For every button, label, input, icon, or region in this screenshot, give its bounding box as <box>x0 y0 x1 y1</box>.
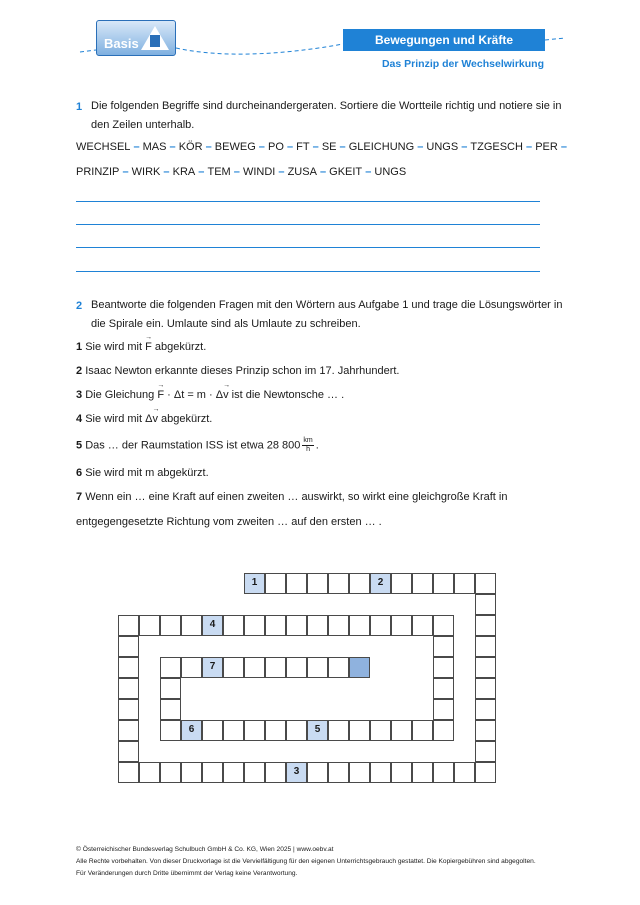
puzzle-cell[interactable] <box>244 615 265 636</box>
force-vector-symbol: F → <box>157 389 164 401</box>
word-separator: – <box>316 166 330 178</box>
puzzle-cell[interactable] <box>475 657 496 678</box>
puzzle-cell[interactable] <box>454 762 475 783</box>
question-1-number: 1 <box>76 341 83 353</box>
question-1-text-a: Sie wird mit <box>85 341 146 353</box>
question-1-text-b: abgekürzt. <box>151 341 207 353</box>
puzzle-cell[interactable] <box>475 636 496 657</box>
puzzle-cell[interactable] <box>475 762 496 783</box>
puzzle-cell[interactable] <box>433 720 454 741</box>
puzzle-cell-number: 4 <box>209 619 216 630</box>
word-separator: – <box>202 141 215 153</box>
question-1 <box>76 341 206 353</box>
puzzle-cell[interactable] <box>181 762 202 783</box>
word-part: SE <box>321 141 337 153</box>
puzzle-cell[interactable] <box>265 657 286 678</box>
word-separator: – <box>160 166 173 178</box>
question-2-text: Isaac Newton erkannte dieses Prinzip schon im 17. Jahrhundert. <box>85 365 400 377</box>
puzzle-cell[interactable] <box>223 615 244 636</box>
puzzle-cell[interactable] <box>454 573 475 594</box>
puzzle-cell[interactable] <box>181 615 202 636</box>
word-part: UNGS <box>374 166 407 178</box>
chapter-title-box <box>343 29 545 51</box>
puzzle-cell[interactable] <box>118 741 139 762</box>
force-vector-symbol: F → <box>145 341 152 353</box>
puzzle-cell-number: 2 <box>377 577 384 588</box>
puzzle-cell[interactable] <box>118 615 139 636</box>
word-separator: – <box>557 141 567 153</box>
word-part: MAS <box>142 141 167 153</box>
puzzle-cell[interactable] <box>265 573 286 594</box>
question-5-text-b: . <box>315 439 319 452</box>
puzzle-cell[interactable] <box>328 657 349 678</box>
word-part: UNGS <box>426 141 459 153</box>
puzzle-cell-number: 6 <box>188 724 195 735</box>
answer-line-4[interactable] <box>76 271 540 272</box>
answer-line-3[interactable] <box>76 247 540 248</box>
question-4-text-a: Sie wird mit Δ <box>85 413 153 425</box>
puzzle-start-cell-7[interactable] <box>202 657 223 678</box>
footer-copyright: © Österreichischer Bundesverlag Schulbuch GmbH & Co. KG, Wien 2025 | www.oebv.at <box>76 846 334 853</box>
word-part: WINDI <box>242 166 276 178</box>
logo-text: Basis <box>104 36 139 51</box>
puzzle-cell[interactable] <box>202 720 223 741</box>
puzzle-cell[interactable] <box>391 615 412 636</box>
word-separator: – <box>130 141 143 153</box>
puzzle-cell[interactable] <box>475 678 496 699</box>
puzzle-cell[interactable] <box>475 699 496 720</box>
puzzle-cell[interactable] <box>265 762 286 783</box>
task1-number: 1 <box>76 101 83 113</box>
puzzle-cell[interactable] <box>244 762 265 783</box>
puzzle-cell[interactable] <box>160 720 181 741</box>
puzzle-cell[interactable] <box>433 699 454 720</box>
question-3-text-a: Die Gleichung <box>85 389 158 401</box>
word-part: FT <box>296 141 310 153</box>
puzzle-cell[interactable] <box>118 720 139 741</box>
word-part: WIRK <box>131 166 161 178</box>
puzzle-cell-number: 1 <box>251 577 258 588</box>
word-separator: – <box>195 166 208 178</box>
puzzle-cell[interactable] <box>328 573 349 594</box>
worksheet-subtitle: Das Prinzip der Wechselwirkung <box>381 58 544 70</box>
puzzle-cell[interactable] <box>265 615 286 636</box>
puzzle-cell[interactable] <box>181 657 202 678</box>
word-part: TEM <box>207 166 231 178</box>
unit-numerator: km <box>303 437 313 444</box>
word-part: KÖR <box>178 141 203 153</box>
puzzle-cell[interactable] <box>370 615 391 636</box>
unit-denominator: h <box>306 446 311 453</box>
puzzle-cell[interactable] <box>286 657 307 678</box>
puzzle-cell[interactable] <box>475 741 496 762</box>
puzzle-cell[interactable] <box>328 720 349 741</box>
puzzle-cell-number: 3 <box>293 766 300 777</box>
puzzle-cell[interactable] <box>328 615 349 636</box>
puzzle-start-cell-6[interactable] <box>181 720 202 741</box>
word-part: KRA <box>172 166 196 178</box>
puzzle-cell[interactable] <box>475 573 496 594</box>
puzzle-start-cell-3[interactable] <box>286 762 307 783</box>
puzzle-cell[interactable] <box>433 678 454 699</box>
puzzle-cell[interactable] <box>307 762 328 783</box>
puzzle-cell[interactable] <box>475 594 496 615</box>
word-separator: – <box>255 141 268 153</box>
puzzle-cell[interactable] <box>139 615 160 636</box>
word-separator: – <box>336 141 349 153</box>
word-part: GKEIT <box>329 166 363 178</box>
word-separator: – <box>522 141 536 153</box>
question-7-number: 7 <box>76 491 83 503</box>
question-3 <box>76 389 344 401</box>
puzzle-cell[interactable] <box>412 720 433 741</box>
puzzle-cell[interactable] <box>118 699 139 720</box>
puzzle-cell[interactable] <box>412 573 433 594</box>
puzzle-cell[interactable] <box>328 762 349 783</box>
puzzle-cell[interactable] <box>223 762 244 783</box>
puzzle-cell[interactable] <box>370 720 391 741</box>
word-separator: – <box>362 166 375 178</box>
logo-triangle-inner <box>150 35 160 47</box>
puzzle-cell[interactable] <box>433 573 454 594</box>
question-2-number: 2 <box>76 365 83 377</box>
puzzle-cell[interactable] <box>286 720 307 741</box>
puzzle-cell[interactable] <box>118 678 139 699</box>
puzzle-cell[interactable] <box>307 657 328 678</box>
task1-instruction: Die folgenden Begriffe sind durcheinandergeraten. Sortiere die Wortteile richtig und notiere sie in den Zeilen unterhalb. <box>91 100 562 131</box>
question-7-continued: entgegengesetzte Richtung vom zweiten … auf den ersten … . <box>76 516 382 528</box>
question-7-text-line1: Wenn ein … eine Kraft auf einen zweiten … auswirkt, so wirkt eine gleichgroße Kraft in <box>85 491 508 503</box>
puzzle-cell[interactable] <box>391 573 412 594</box>
puzzle-cell[interactable] <box>160 657 181 678</box>
puzzle-cell[interactable] <box>244 720 265 741</box>
basis-logo <box>96 20 176 56</box>
puzzle-cell[interactable] <box>118 762 139 783</box>
puzzle-cell[interactable] <box>433 615 454 636</box>
puzzle-cell[interactable] <box>391 762 412 783</box>
word-separator: – <box>275 166 288 178</box>
puzzle-cell[interactable] <box>118 657 139 678</box>
question-4-number: 4 <box>76 413 83 425</box>
puzzle-cell[interactable] <box>349 615 370 636</box>
question-4 <box>76 413 212 425</box>
word-part: TZGESCH <box>470 141 523 153</box>
puzzle-cell[interactable] <box>412 762 433 783</box>
puzzle-end-cell[interactable] <box>349 657 370 678</box>
task2-instruction: Beantworte die folgenden Fragen mit den Wörtern aus Aufgabe 1 und trage die Lösungswörter in die Spirale ein. Umlaute sind als Umlaute zu schreiben. <box>91 299 563 330</box>
word-separator: – <box>283 141 297 153</box>
puzzle-cell[interactable] <box>475 720 496 741</box>
word-part: PO <box>267 141 284 153</box>
word-part: ZUSA <box>287 166 317 178</box>
puzzle-cell[interactable] <box>412 615 433 636</box>
puzzle-cell[interactable] <box>286 573 307 594</box>
puzzle-cell[interactable] <box>307 573 328 594</box>
puzzle-cell[interactable] <box>139 762 160 783</box>
puzzle-cell[interactable] <box>160 678 181 699</box>
puzzle-cell[interactable] <box>349 573 370 594</box>
puzzle-cell[interactable] <box>223 657 244 678</box>
puzzle-cell[interactable] <box>349 720 370 741</box>
word-separator: – <box>230 166 243 178</box>
question-7 <box>76 491 507 503</box>
word-part: PER <box>535 141 558 153</box>
puzzle-start-cell-2[interactable] <box>370 573 391 594</box>
word-parts-line-1 <box>76 141 567 153</box>
velocity-vector-symbol: v → <box>152 413 158 425</box>
puzzle-cell[interactable] <box>391 720 412 741</box>
puzzle-start-cell-5[interactable] <box>307 720 328 741</box>
task2-number: 2 <box>76 300 83 312</box>
footer-disclaimer: Für Veränderungen durch Dritte übernimmt der Verlag keine Verantwortung. <box>76 870 298 877</box>
puzzle-cell[interactable] <box>160 699 181 720</box>
puzzle-cell[interactable] <box>433 762 454 783</box>
puzzle-cell[interactable] <box>202 762 223 783</box>
word-separator: – <box>309 141 322 153</box>
answer-line-1[interactable] <box>76 201 540 202</box>
question-3-text-b: ist die Newtonsche … . <box>228 389 345 401</box>
word-separator: – <box>119 166 132 178</box>
puzzle-start-cell-1[interactable] <box>244 573 265 594</box>
puzzle-start-cell-4[interactable] <box>202 615 223 636</box>
puzzle-cell[interactable] <box>370 762 391 783</box>
question-3-text-mid: · Δt = m · Δ <box>164 389 224 401</box>
unit-fraction <box>302 437 313 454</box>
chapter-title: Bewegungen und Kräfte <box>374 33 513 47</box>
puzzle-cell[interactable] <box>160 615 181 636</box>
footer-rights: Alle Rechte vorbehalten. Von dieser Druckvorlage ist die Vervielfältigung für den eigenen Unterrichtsgebrauch gestattet. Die Kopiergebühren sind abgegolten. <box>76 858 536 865</box>
word-part: PRINZIP <box>76 166 120 178</box>
word-separator: – <box>458 141 471 153</box>
puzzle-cell[interactable] <box>433 636 454 657</box>
word-separator: – <box>166 141 179 153</box>
word-parts-line-2 <box>76 166 406 178</box>
word-separator: – <box>414 141 427 153</box>
puzzle-cell[interactable] <box>475 615 496 636</box>
question-2 <box>76 365 399 377</box>
velocity-vector-symbol: v → <box>223 389 229 401</box>
question-4-text-b: abgekürzt. <box>157 413 213 425</box>
question-6-text: Sie wird mit m abgekürzt. <box>85 467 209 479</box>
question-5 <box>76 437 319 454</box>
question-6-number: 6 <box>76 467 83 479</box>
puzzle-cell[interactable] <box>433 657 454 678</box>
question-6 <box>76 467 209 479</box>
puzzle-cell[interactable] <box>244 657 265 678</box>
puzzle-cell[interactable] <box>160 762 181 783</box>
question-3-number: 3 <box>76 389 83 401</box>
puzzle-cell[interactable] <box>223 720 244 741</box>
answer-line-2[interactable] <box>76 224 540 225</box>
question-5-number: 5 <box>76 439 83 452</box>
puzzle-cell[interactable] <box>349 762 370 783</box>
puzzle-cell[interactable] <box>265 720 286 741</box>
word-part: GLEICHUNG <box>348 141 415 153</box>
puzzle-cell[interactable] <box>307 615 328 636</box>
puzzle-cell-number: 7 <box>209 661 216 672</box>
puzzle-cell[interactable] <box>286 615 307 636</box>
puzzle-cell-number: 5 <box>314 724 321 735</box>
puzzle-cell[interactable] <box>118 636 139 657</box>
word-part: BEWEG <box>214 141 256 153</box>
word-part: WECHSEL <box>76 141 131 153</box>
question-5-text-a: Das … der Raumstation ISS ist etwa 28 800 <box>85 439 301 452</box>
